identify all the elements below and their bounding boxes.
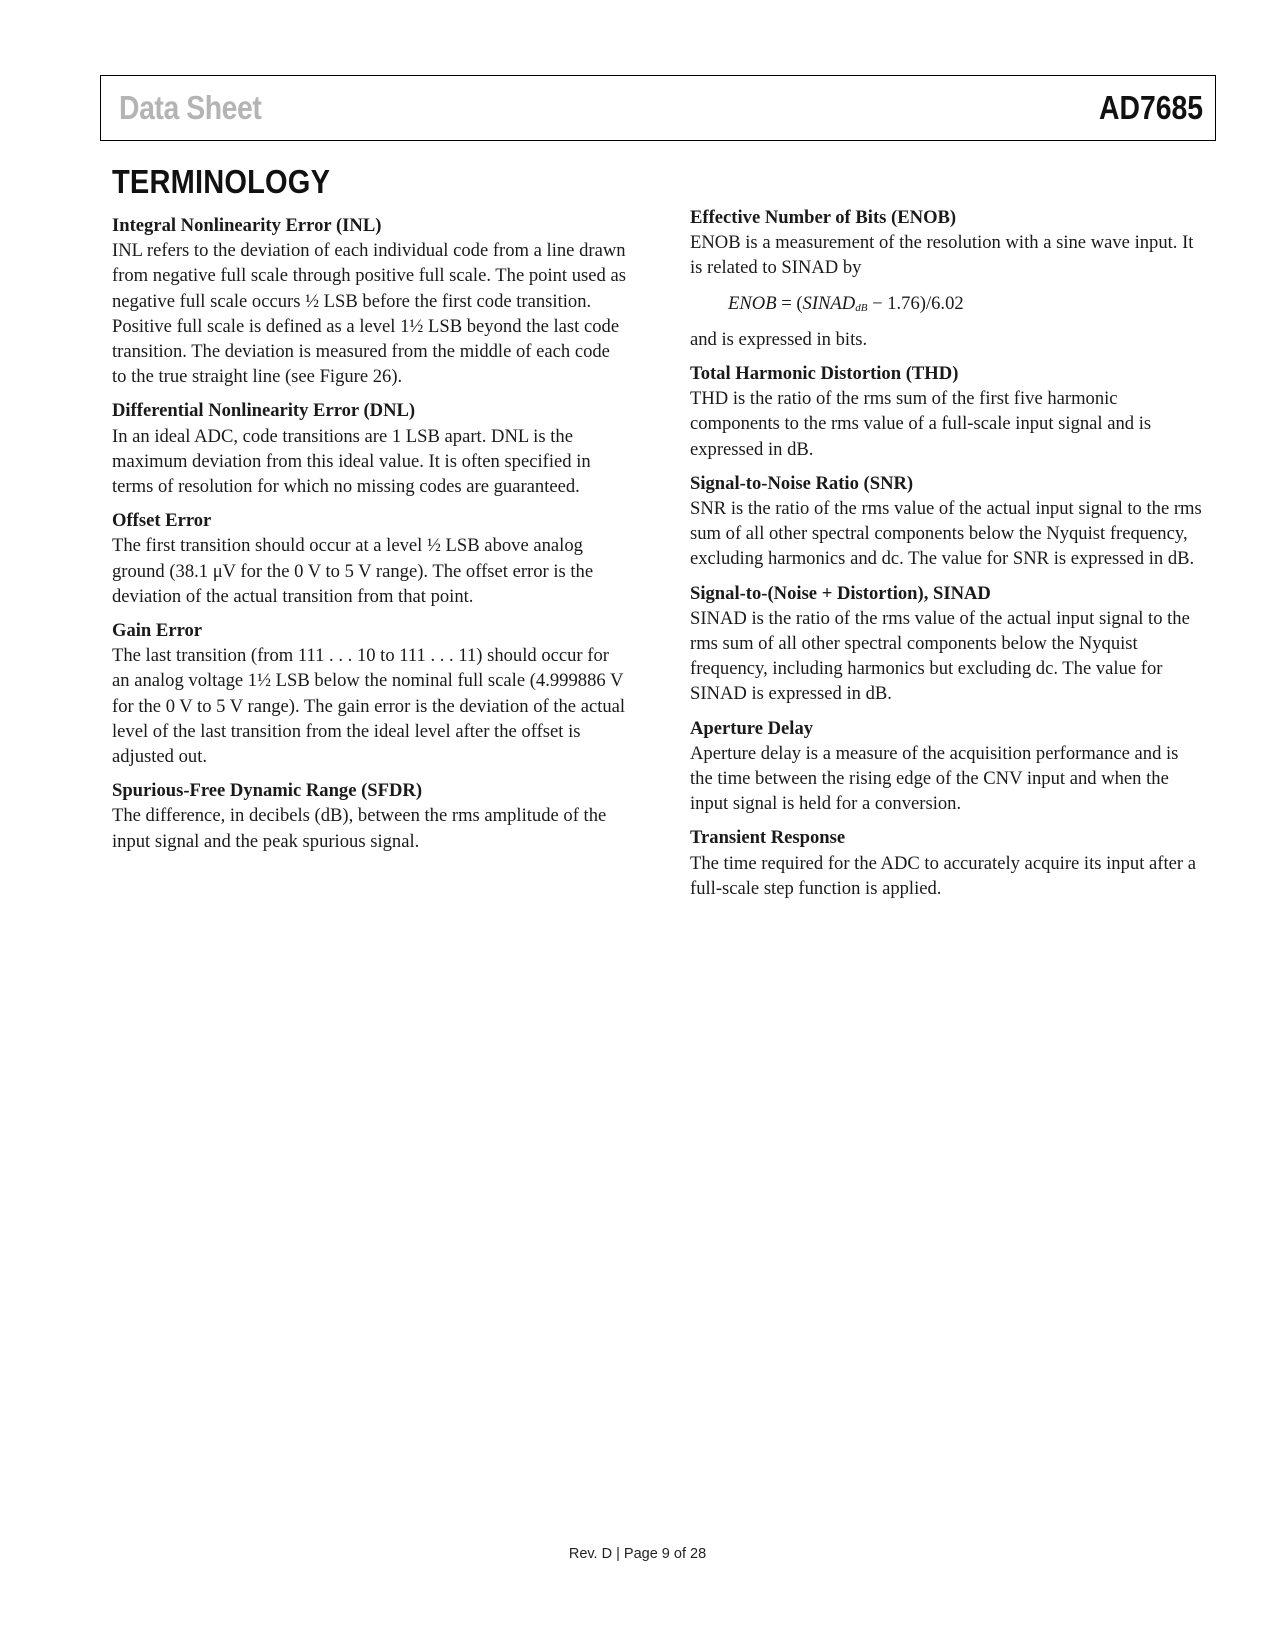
term-text: The difference, in decibels (dB), between the rms amplitude of the input signal and the peak spurious signal.	[112, 805, 607, 852]
term-text: Aperture delay is a measure of the acquisition performance and is the time between the rising edge of the CNV input and when the input signal is held for a conversion.	[690, 742, 1179, 815]
term-text: The last transition (from 111 . . . 10 to 111 . . . 11) should occur for an analog voltage 1½ LSB below the nominal full scale (4.999886 V for the 0 V to 5 V range). The gain error is the deviation of the actual level of the last transition from the ideal level after the offset is adjusted out.	[112, 645, 626, 768]
term-title: Effective Number of Bits (ENOB)	[690, 207, 957, 228]
term-text: In an ideal ADC, code transitions are 1 LSB apart. DNL is the maximum deviation from this ideal value. It is often specified in terms of resolution for which no missing codes are guaranteed.	[112, 425, 591, 498]
term-title: Gain Error	[112, 620, 203, 642]
term-text: The first transition should occur at a level ½ LSB above analog ground (38.1 μV for the 0 V to 5 V range). The offset error is the deviation of the actual transition from that point.	[112, 535, 594, 607]
term-text: and is expressed in bits.	[690, 328, 868, 350]
enob-formula	[728, 291, 1205, 321]
term-title: Integral Nonlinearity Error (INL)	[112, 215, 382, 236]
section-title: TERMINOLOGY	[112, 163, 331, 200]
term-text: The time required for the ADC to accurately acquire its input after a full-scale step function is applied.	[690, 852, 1196, 899]
term-title: Total Harmonic Distortion (THD)	[690, 363, 959, 385]
term-sfdr	[112, 778, 627, 854]
term-gain-error	[112, 618, 627, 769]
term-title: Differential Nonlinearity Error (DNL)	[112, 400, 416, 422]
term-transient-response	[690, 825, 1205, 901]
term-title: Aperture Delay	[690, 717, 814, 739]
term-text: INL refers to the deviation of each individual code from a line drawn from negative full scale through positive full scale. The point used as negative full scale occurs ½ LSB before the first code transition. Positive full scale is defined as a level 1½ LSB beyond the last code transition. The deviation is measured from the middle of each code to the true straight line (see Figure 26).	[112, 240, 626, 388]
term-title: Transient Response	[690, 827, 846, 849]
term-title: Offset Error	[112, 510, 212, 532]
term-sinad	[690, 581, 1205, 707]
term-dnl	[112, 398, 627, 499]
term-text: THD is the ratio of the rms sum of the first five harmonic components to the rms value of a full-scale input signal and is expressed in dB.	[690, 388, 1152, 460]
term-title: Spurious-Free Dynamic Range (SFDR)	[112, 780, 423, 802]
term-text: SINAD is the ratio of the rms value of the actual input signal to the rms sum of all other spectral components below the Nyquist frequency, including harmonics but excluding dc. The value for SINAD is expressed in dB.	[690, 607, 1190, 705]
term-inl	[112, 213, 627, 389]
term-text: SNR is the ratio of the rms value of the actual input signal to the rms sum of all other spectral components below the Nyquist frequency, excluding harmonics and dc. The value for SNR is expressed in dB.	[690, 498, 1202, 570]
term-enob	[690, 205, 1205, 352]
formula-rest: − 1.76)/6.02	[867, 292, 964, 314]
left-column	[112, 213, 627, 863]
page-header	[100, 75, 1216, 141]
formula-sub: dB	[855, 301, 868, 314]
term-offset-error	[112, 508, 627, 609]
term-snr	[690, 471, 1205, 572]
term-thd	[690, 361, 1205, 462]
part-number: AD7685	[1098, 89, 1203, 126]
formula-var: SINAD	[802, 292, 856, 314]
page-footer: Rev. D | Page 9 of 28	[568, 1546, 707, 1562]
term-text: ENOB is a measurement of the resolution with a sine wave input. It is related to SINAD by	[690, 232, 1194, 279]
formula-eq: = (	[776, 292, 803, 314]
right-column	[690, 205, 1205, 910]
formula-lhs: ENOB	[728, 292, 777, 314]
term-title: Signal-to-(Noise + Distortion), SINAD	[690, 582, 991, 604]
term-aperture-delay	[690, 716, 1205, 817]
term-title: Signal-to-Noise Ratio (SNR)	[690, 472, 914, 494]
doc-type-label: Data Sheet	[119, 89, 262, 126]
